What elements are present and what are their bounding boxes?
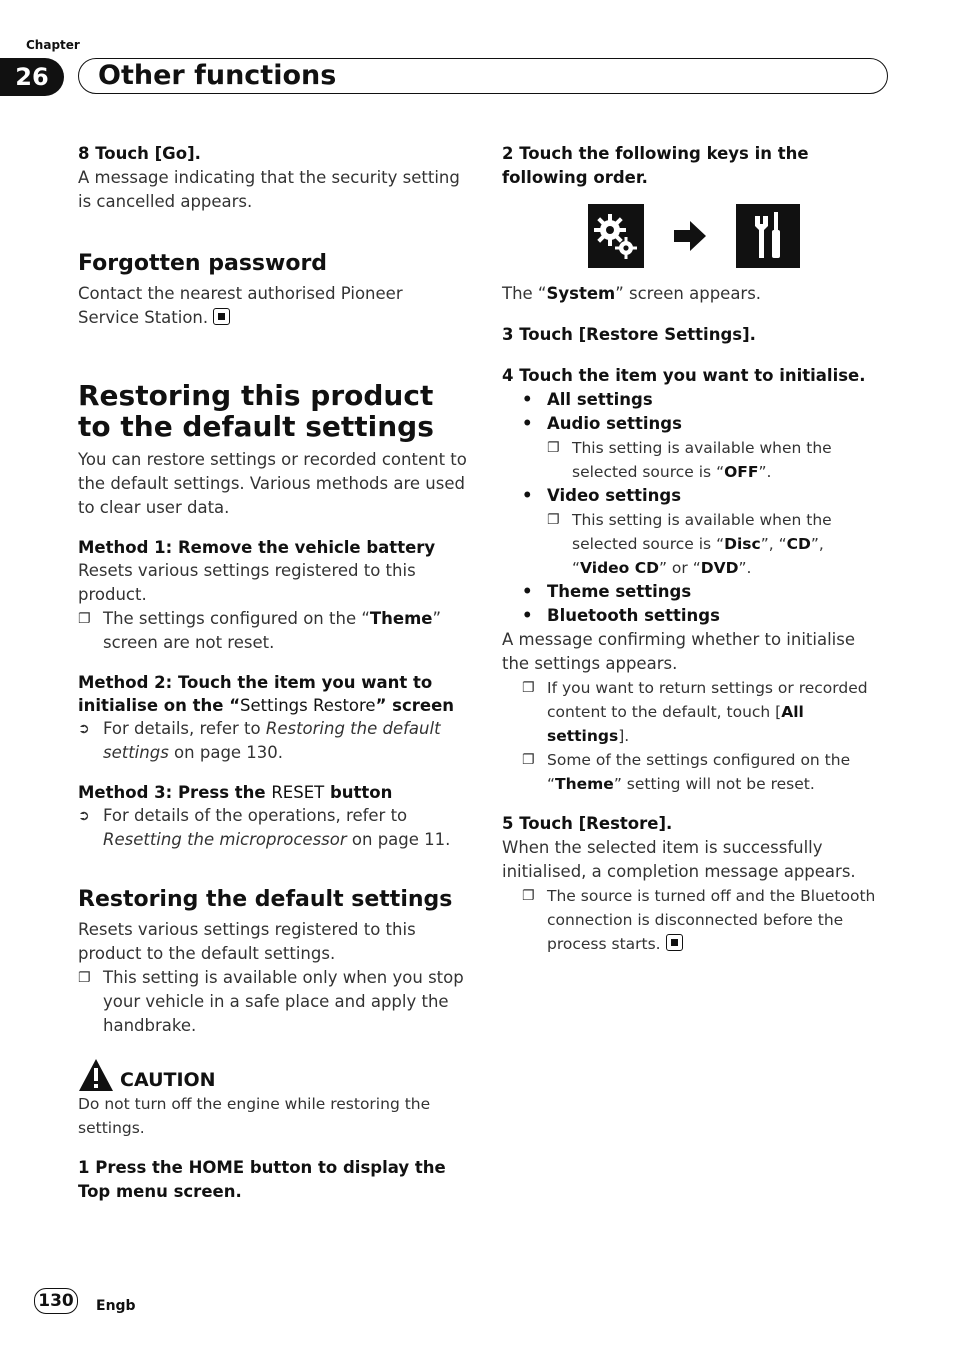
step-5-body: When the selected item is successfully initialised, a completion message appears. (502, 838, 856, 881)
checkbox-bullet-icon: ❐ (78, 970, 91, 986)
restoring-default-settings-body: Resets various settings registered to this product to the default settings. (78, 920, 416, 963)
video-settings-note: ❐ This setting is available when the selected source is “Disc”, “CD”, “Video CD” or “DVD”. (502, 508, 886, 580)
method-3-heading: Method 3: Press the RESET button (78, 783, 393, 802)
key-sequence (502, 204, 886, 268)
step-3-heading: 3 Touch [Restore Settings]. (502, 325, 756, 344)
end-mark-icon (666, 934, 683, 951)
left-column (78, 142, 468, 1204)
settings-gears-icon (588, 204, 644, 268)
end-mark-icon (213, 308, 230, 325)
method-2-heading: Method 2: Touch the item you want to initialise on the “Settings Restore” screen (78, 673, 455, 715)
arrow-circle-icon: ➲ (78, 721, 90, 737)
method-1-body: Resets various settings registered to this product. (78, 561, 416, 604)
method-1-heading: Method 1: Remove the vehicle battery (78, 538, 436, 557)
method-3-reference: ➲ For details of the operations, refer to Resetting the microprocessor on page 11. (78, 804, 468, 852)
caution-title: CAUTION (120, 1069, 216, 1091)
right-column (502, 142, 886, 956)
item-video-settings: • Video settings (522, 486, 682, 505)
step-1-heading: 1 Press the HOME button to display the Top menu screen. (78, 1158, 446, 1201)
system-screen-text: The “System” screen appears. (502, 284, 762, 303)
chapter-label: Chapter (26, 38, 80, 52)
checkbox-bullet-icon: ❐ (547, 440, 560, 456)
chapter-title: Other functions (98, 60, 337, 91)
step-5-heading: 5 Touch [Restore]. (502, 814, 673, 833)
restore-section-body: You can restore settings or recorded content to the default settings. Various methods are used to clear user data. (78, 450, 467, 517)
checkbox-bullet-icon: ❐ (522, 888, 535, 904)
caution-body: Do not turn off the engine while restoring the settings. (78, 1095, 431, 1137)
step-8-body: A message indicating that the security setting is cancelled appears. (78, 168, 460, 211)
restoring-default-settings-title: Restoring the default settings (78, 887, 453, 912)
audio-settings-note: ❐ This setting is available when the selected source is “OFF”. (502, 436, 886, 484)
method-2-reference: ➲ For details, refer to Restoring the default settings on page 130. (78, 717, 468, 765)
restoring-default-settings-note: ❐ This setting is available only when you stop your vehicle in a safe place and apply the handbrake. (78, 966, 468, 1038)
item-theme-settings: • Theme settings (522, 582, 692, 601)
page-number: 130 (34, 1288, 78, 1314)
confirm-note-2: ❐ Some of the settings configured on the “Theme” setting will not be reset. (502, 748, 886, 796)
link-resetting-microprocessor[interactable]: Resetting the microprocessor (103, 830, 347, 849)
checkbox-bullet-icon: ❐ (522, 752, 535, 768)
checkbox-bullet-icon: ❐ (547, 512, 560, 528)
checkbox-bullet-icon: ❐ (522, 680, 535, 696)
chapter-number: 26 (0, 58, 64, 96)
checkbox-bullet-icon: ❐ (78, 611, 91, 627)
settings-key[interactable] (588, 204, 644, 268)
arrow-circle-icon: ➲ (78, 808, 90, 824)
link-restoring-default-settings[interactable]: Restoring the default settings (103, 719, 441, 762)
restore-section-title: Restoring this product to the default settings (78, 379, 434, 443)
step-2-heading: 2 Touch the following keys in the following order. (502, 144, 809, 187)
confirm-note-1: ❐ If you want to return settings or recorded content to the default, touch [All settings]. (502, 676, 886, 748)
item-bluetooth-settings: • Bluetooth settings (522, 606, 720, 625)
language-code: Engb (96, 1298, 136, 1314)
warning-triangle-icon (78, 1058, 114, 1092)
method-1-note: ❐ The settings configured on the “Theme” screen are not reset. (78, 607, 468, 655)
forgotten-password-body: Contact the nearest authorised Pioneer Service Station. (78, 284, 403, 327)
forgotten-password-title: Forgotten password (78, 251, 328, 276)
system-key[interactable] (736, 204, 800, 268)
step-5-note: ❐ The source is turned off and the Bluetooth connection is disconnected before the process starts. (502, 884, 886, 956)
confirm-message-text: A message confirming whether to initialise the settings appears. (502, 630, 856, 673)
item-all-settings: • All settings (522, 390, 653, 409)
caution-header (78, 1058, 468, 1092)
item-audio-settings: • Audio settings (522, 414, 682, 433)
step-8-heading: 8 Touch [Go]. (78, 144, 201, 163)
arrow-right-icon (674, 221, 706, 251)
step-4-heading: 4 Touch the item you want to initialise. (502, 366, 866, 385)
system-tools-icon (736, 204, 800, 268)
